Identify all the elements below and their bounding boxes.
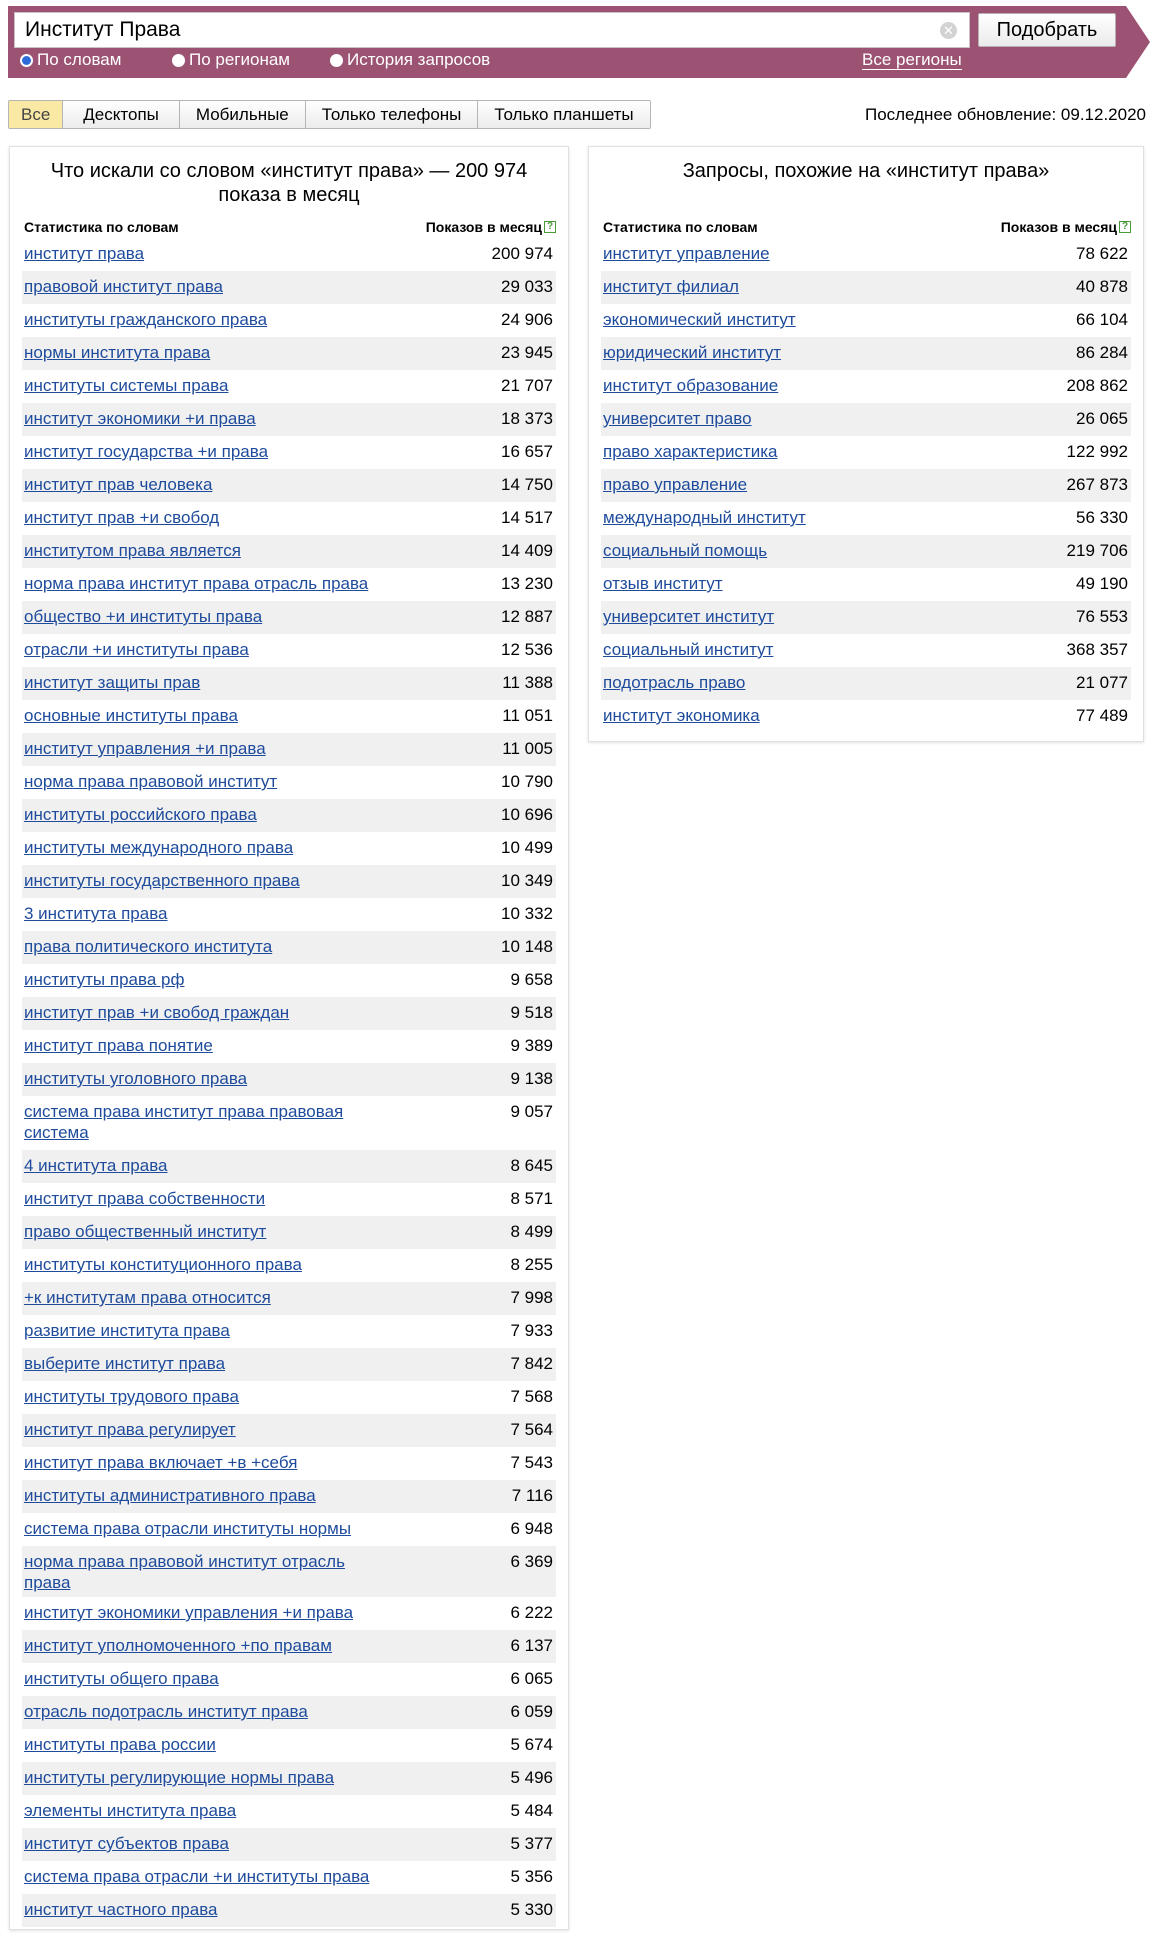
keyword-link[interactable]: университет институт bbox=[603, 607, 775, 626]
table-row bbox=[22, 1828, 556, 1861]
search-input[interactable] bbox=[15, 13, 935, 47]
keyword-link[interactable]: отрасль подотрасль институт права bbox=[24, 1702, 308, 1721]
panel-title: Запросы, похожие на «институт права» bbox=[682, 160, 1050, 182]
table-row bbox=[22, 1480, 556, 1513]
table-row bbox=[22, 1729, 556, 1762]
keyword-link[interactable]: институт защиты прав bbox=[24, 673, 201, 692]
table-row bbox=[22, 1216, 556, 1249]
table-row bbox=[22, 1348, 556, 1381]
impressions-count: 10 148 bbox=[501, 937, 553, 956]
table-row bbox=[22, 964, 556, 997]
keyword-link[interactable]: система права отрасли +и институты права bbox=[24, 1867, 370, 1886]
impressions-count: 10 499 bbox=[501, 838, 553, 857]
keyword-link[interactable]: общество +и институты права bbox=[24, 607, 263, 626]
impressions-count: 9 389 bbox=[510, 1036, 553, 1055]
impressions-count: 7 543 bbox=[510, 1453, 553, 1472]
impressions-count: 5 356 bbox=[510, 1867, 553, 1886]
table-row bbox=[601, 469, 1131, 502]
table-row bbox=[601, 535, 1131, 568]
table-header bbox=[24, 219, 556, 237]
keyword-link[interactable]: институт образование bbox=[603, 376, 779, 395]
impressions-count: 219 706 bbox=[1066, 541, 1128, 560]
tab-all[interactable]: Все bbox=[9, 101, 62, 128]
keyword-link[interactable]: институты общего права bbox=[24, 1669, 219, 1688]
keyword-link[interactable]: элементы института права bbox=[24, 1801, 237, 1820]
keyword-link[interactable]: институт управления +и права bbox=[24, 739, 266, 758]
impressions-count: 7 568 bbox=[510, 1387, 553, 1406]
impressions-count: 5 674 bbox=[510, 1735, 553, 1754]
impressions-count: 21 707 bbox=[501, 376, 553, 395]
last-update: Последнее обновление: 09.12.2020 bbox=[864, 105, 1146, 124]
impressions-count: 368 357 bbox=[1066, 640, 1128, 659]
keyword-link[interactable]: право общественный институт bbox=[24, 1222, 267, 1241]
table-row bbox=[601, 667, 1131, 700]
table-header bbox=[603, 219, 1131, 237]
table-row bbox=[22, 1282, 556, 1315]
impressions-count: 66 104 bbox=[1076, 310, 1128, 329]
table-row bbox=[22, 502, 556, 535]
mode-by-words[interactable] bbox=[20, 50, 121, 70]
column-impressions-label: Показов в месяц bbox=[1000, 219, 1117, 235]
keyword-link[interactable]: институты права россии bbox=[24, 1735, 216, 1754]
table-row bbox=[22, 403, 556, 436]
impressions-count: 49 190 bbox=[1076, 574, 1128, 593]
keyword-link[interactable]: 3 института права bbox=[24, 904, 168, 923]
table-row bbox=[601, 403, 1131, 436]
impressions-count: 5 377 bbox=[510, 1834, 553, 1853]
table-row bbox=[22, 1630, 556, 1663]
table-row bbox=[601, 238, 1131, 271]
impressions-count: 7 116 bbox=[511, 1486, 553, 1505]
table-row bbox=[22, 832, 556, 865]
column-keywords: Статистика по словам bbox=[24, 219, 179, 235]
impressions-count: 78 622 bbox=[1076, 244, 1128, 263]
keyword-link[interactable]: правовой институт права bbox=[24, 277, 223, 296]
tab-phones-only[interactable]: Только телефоны bbox=[305, 101, 478, 128]
impressions-count: 77 489 bbox=[1076, 706, 1128, 725]
search-box bbox=[14, 12, 970, 48]
table-row bbox=[22, 1150, 556, 1183]
table-row bbox=[22, 634, 556, 667]
table-row bbox=[22, 1663, 556, 1696]
keyword-link[interactable]: институт права включает +в +себя bbox=[24, 1453, 298, 1472]
impressions-count: 5 330 bbox=[510, 1900, 553, 1919]
impressions-count: 40 878 bbox=[1076, 277, 1128, 296]
keyword-link[interactable]: институт субъектов права bbox=[24, 1834, 229, 1853]
keyword-link[interactable]: институты гражданского права bbox=[24, 310, 268, 329]
table-row bbox=[22, 1030, 556, 1063]
search-bar bbox=[8, 6, 1150, 78]
table-row bbox=[22, 568, 556, 601]
table-row bbox=[22, 601, 556, 634]
impressions-count: 6 948 bbox=[510, 1519, 553, 1538]
table-row bbox=[22, 997, 556, 1030]
keyword-link[interactable]: нормы института права bbox=[24, 343, 211, 362]
table-row bbox=[22, 1861, 556, 1894]
impressions-count: 8 255 bbox=[510, 1255, 553, 1274]
impressions-count: 9 138 bbox=[510, 1069, 553, 1088]
impressions-count: 14 750 bbox=[501, 475, 553, 494]
table-row bbox=[601, 436, 1131, 469]
device-tabs bbox=[8, 100, 651, 129]
keyword-link[interactable]: институты международного права bbox=[24, 838, 294, 857]
keyword-link[interactable]: международный институт bbox=[603, 508, 806, 527]
table-row bbox=[22, 865, 556, 898]
impressions-count: 7 842 bbox=[510, 1354, 553, 1373]
impressions-count: 7 564 bbox=[510, 1420, 553, 1439]
keyword-link[interactable]: институт экономики управления +и права bbox=[24, 1603, 354, 1622]
impressions-count: 11 388 bbox=[502, 673, 553, 692]
keyword-link[interactable]: институт прав человека bbox=[24, 475, 213, 494]
impressions-count: 23 945 bbox=[501, 343, 553, 362]
tab-tablets-only[interactable]: Только планшеты bbox=[477, 101, 649, 128]
keyword-link[interactable]: социальный помощь bbox=[603, 541, 768, 560]
keyword-link[interactable]: институт прав +и свобод bbox=[24, 508, 220, 527]
impressions-count: 21 077 bbox=[1076, 673, 1128, 692]
keyword-link[interactable]: институты конституционного права bbox=[24, 1255, 302, 1274]
table-row bbox=[601, 700, 1131, 733]
impressions-count: 11 005 bbox=[502, 739, 553, 758]
keyword-link[interactable]: институты государственного права bbox=[24, 871, 300, 890]
table-row bbox=[601, 304, 1131, 337]
table-row bbox=[22, 1447, 556, 1480]
impressions-count: 12 536 bbox=[501, 640, 553, 659]
table-row bbox=[22, 1894, 556, 1927]
radio-icon[interactable] bbox=[330, 54, 343, 67]
keyword-link[interactable]: +к институтам права относится bbox=[24, 1288, 271, 1307]
table-row bbox=[601, 370, 1131, 403]
keyword-link[interactable]: институт права регулирует bbox=[24, 1420, 236, 1439]
table-row bbox=[22, 1414, 556, 1447]
keyword-link[interactable]: институтом права является bbox=[24, 541, 241, 560]
table-row bbox=[22, 1381, 556, 1414]
keyword-link[interactable]: институты права рф bbox=[24, 970, 185, 989]
table-row bbox=[601, 337, 1131, 370]
column-impressions-label: Показов в месяц bbox=[425, 219, 542, 235]
similar-table bbox=[601, 238, 1131, 733]
tab-desktops[interactable]: Десктопы bbox=[62, 101, 179, 128]
table-row bbox=[22, 700, 556, 733]
column-impressions bbox=[426, 219, 556, 235]
impressions-count: 7 933 bbox=[510, 1321, 553, 1340]
keyword-link[interactable]: основные институты права bbox=[24, 706, 238, 725]
radio-icon[interactable] bbox=[20, 54, 33, 67]
keyword-link[interactable]: институт управление bbox=[603, 244, 770, 263]
table-row bbox=[22, 1249, 556, 1282]
impressions-count: 16 657 bbox=[501, 442, 553, 461]
table-row bbox=[22, 1597, 556, 1630]
impressions-count: 6 137 bbox=[510, 1636, 553, 1655]
mode-label: По регионам bbox=[189, 50, 290, 69]
column-impressions bbox=[1001, 219, 1131, 235]
column-keywords: Статистика по словам bbox=[603, 219, 758, 235]
table-row bbox=[22, 799, 556, 832]
mode-by-regions[interactable] bbox=[172, 50, 290, 70]
impressions-count: 7 998 bbox=[510, 1288, 553, 1307]
keyword-link[interactable]: институт права понятие bbox=[24, 1036, 213, 1055]
table-row bbox=[22, 1513, 556, 1546]
impressions-count: 6 222 bbox=[510, 1603, 553, 1622]
table-row bbox=[601, 568, 1131, 601]
table-row bbox=[22, 1546, 556, 1597]
impressions-count: 10 696 bbox=[501, 805, 553, 824]
pick-button[interactable]: Подобрать bbox=[978, 13, 1116, 47]
impressions-count: 10 349 bbox=[501, 871, 553, 890]
table-row bbox=[22, 766, 556, 799]
impressions-count: 14 517 bbox=[501, 508, 553, 527]
keyword-link[interactable]: право управление bbox=[603, 475, 748, 494]
similar-queries-panel bbox=[588, 146, 1144, 742]
impressions-count: 76 553 bbox=[1076, 607, 1128, 626]
impressions-count: 9 518 bbox=[510, 1003, 553, 1022]
impressions-count: 10 790 bbox=[501, 772, 553, 791]
keyword-link[interactable]: институт государства +и права bbox=[24, 442, 269, 461]
keyword-link[interactable]: институт права собственности bbox=[24, 1189, 266, 1208]
impressions-count: 6 065 bbox=[510, 1669, 553, 1688]
panel-title: Что искали со словом «институт права» — 200 974 показа в месяц bbox=[50, 160, 528, 206]
mode-label: История запросов bbox=[347, 50, 491, 69]
table-row bbox=[22, 1096, 556, 1150]
impressions-count: 13 230 bbox=[501, 574, 553, 593]
impressions-count: 6 059 bbox=[510, 1702, 553, 1721]
keyword-link[interactable]: подотрасль право bbox=[603, 673, 746, 692]
keyword-link[interactable]: выберите институт права bbox=[24, 1354, 226, 1373]
keyword-link[interactable]: норма права правовой институт bbox=[24, 772, 278, 791]
table-row bbox=[22, 1063, 556, 1096]
impressions-count: 26 065 bbox=[1076, 409, 1128, 428]
impressions-count: 9 658 bbox=[510, 970, 553, 989]
impressions-count: 122 992 bbox=[1066, 442, 1128, 461]
table-row bbox=[22, 535, 556, 568]
table-row bbox=[601, 601, 1131, 634]
words-panel bbox=[9, 146, 569, 1930]
keyword-link[interactable]: институты трудового права bbox=[24, 1387, 239, 1406]
impressions-count: 11 051 bbox=[502, 706, 553, 725]
keyword-link[interactable]: норма права правовой институт отрасль права bbox=[24, 1552, 345, 1592]
keyword-link[interactable]: юридический институт bbox=[603, 343, 782, 362]
table-row bbox=[22, 337, 556, 370]
regions-link[interactable]: Все регионы bbox=[862, 50, 962, 69]
keyword-link[interactable]: институты регулирующие нормы права bbox=[24, 1768, 335, 1787]
table-row bbox=[601, 634, 1131, 667]
table-row bbox=[22, 667, 556, 700]
table-row bbox=[22, 733, 556, 766]
keyword-link[interactable]: университет право bbox=[603, 409, 752, 428]
table-row bbox=[22, 1795, 556, 1828]
keyword-link[interactable]: институт права bbox=[24, 244, 145, 263]
impressions-count: 5 496 bbox=[510, 1768, 553, 1787]
keyword-link[interactable]: норма права институт права отрасль права bbox=[24, 574, 369, 593]
keyword-link[interactable]: институт частного права bbox=[24, 1900, 218, 1919]
radio-icon[interactable] bbox=[172, 54, 185, 67]
impressions-count: 267 873 bbox=[1066, 475, 1128, 494]
keywords-table bbox=[22, 238, 556, 1927]
table-row bbox=[22, 238, 556, 271]
tab-mobile[interactable]: Мобильные bbox=[179, 101, 305, 128]
impressions-count: 14 409 bbox=[501, 541, 553, 560]
keyword-link[interactable]: институты административного права bbox=[24, 1486, 316, 1505]
keyword-link[interactable]: институты российского права bbox=[24, 805, 257, 824]
impressions-count: 9 057 bbox=[510, 1102, 553, 1121]
keyword-link[interactable]: институты уголовного права bbox=[24, 1069, 248, 1088]
impressions-count: 8 499 bbox=[510, 1222, 553, 1241]
keyword-link[interactable]: институт филиал bbox=[603, 277, 739, 296]
keyword-link[interactable]: социальный институт bbox=[603, 640, 774, 659]
mode-label: По словам bbox=[37, 50, 122, 69]
keyword-link[interactable]: отрасли +и институты права bbox=[24, 640, 249, 659]
table-row bbox=[22, 469, 556, 502]
impressions-count: 200 974 bbox=[491, 244, 553, 263]
help-icon[interactable]: ? bbox=[1119, 221, 1131, 233]
table-row bbox=[22, 1696, 556, 1729]
table-row bbox=[601, 271, 1131, 304]
keyword-link[interactable]: 4 института права bbox=[24, 1156, 168, 1175]
table-row bbox=[22, 370, 556, 403]
help-icon[interactable]: ? bbox=[544, 221, 556, 233]
impressions-count: 29 033 bbox=[501, 277, 553, 296]
impressions-count: 86 284 bbox=[1076, 343, 1128, 362]
keyword-link[interactable]: система права институт права правовая система bbox=[24, 1102, 344, 1142]
keyword-link[interactable]: права политического института bbox=[24, 937, 273, 956]
impressions-count: 10 332 bbox=[501, 904, 553, 923]
keyword-link[interactable]: институт прав +и свобод граждан bbox=[24, 1003, 290, 1022]
impressions-count: 56 330 bbox=[1076, 508, 1128, 527]
table-row bbox=[22, 931, 556, 964]
mode-history[interactable] bbox=[330, 50, 490, 70]
impressions-count: 8 645 bbox=[510, 1156, 553, 1175]
clear-icon[interactable]: ✕ bbox=[940, 22, 957, 39]
keyword-link[interactable]: право характеристика bbox=[603, 442, 778, 461]
keyword-link[interactable]: развитие института права bbox=[24, 1321, 230, 1340]
keyword-link[interactable]: институты системы права bbox=[24, 376, 229, 395]
table-row bbox=[22, 271, 556, 304]
keyword-link[interactable]: институт экономика bbox=[603, 706, 760, 725]
table-row bbox=[22, 1183, 556, 1216]
keyword-link[interactable]: отзыв институт bbox=[603, 574, 723, 593]
impressions-count: 6 369 bbox=[510, 1552, 553, 1571]
table-row bbox=[22, 1315, 556, 1348]
keyword-link[interactable]: институт экономики +и права bbox=[24, 409, 256, 428]
table-row bbox=[22, 436, 556, 469]
table-row bbox=[22, 1762, 556, 1795]
table-row bbox=[22, 898, 556, 931]
keyword-link[interactable]: экономический институт bbox=[603, 310, 796, 329]
keyword-link[interactable]: система права отрасли институты нормы bbox=[24, 1519, 352, 1538]
keyword-link[interactable]: институт уполномоченного +по правам bbox=[24, 1636, 332, 1655]
impressions-count: 24 906 bbox=[501, 310, 553, 329]
impressions-count: 18 373 bbox=[501, 409, 553, 428]
impressions-count: 12 887 bbox=[501, 607, 553, 626]
table-row bbox=[601, 502, 1131, 535]
impressions-count: 208 862 bbox=[1066, 376, 1128, 395]
impressions-count: 8 571 bbox=[510, 1189, 553, 1208]
table-row bbox=[22, 304, 556, 337]
impressions-count: 5 484 bbox=[510, 1801, 553, 1820]
